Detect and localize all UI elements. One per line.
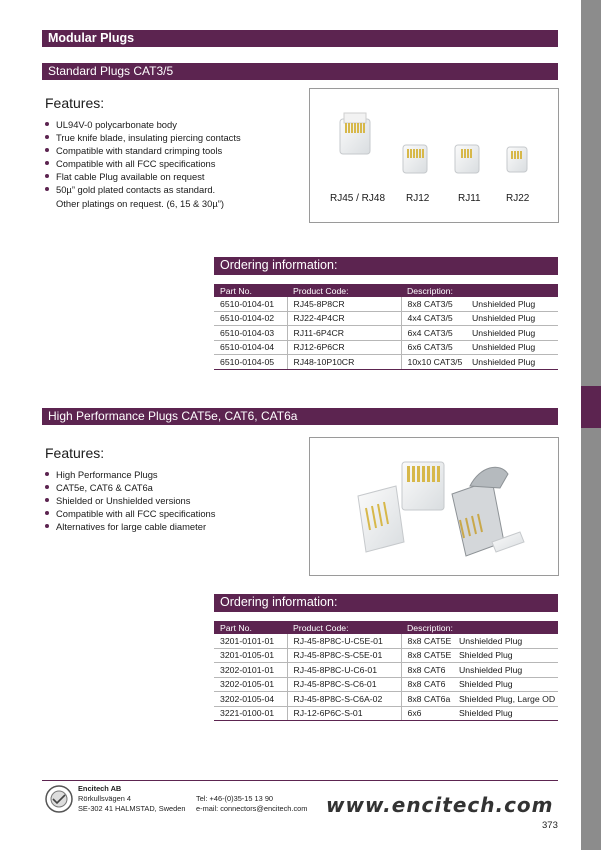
feature-item bbox=[44, 170, 304, 183]
cell-plug-type: Unshielded Plug bbox=[453, 634, 558, 648]
cell-plug-type: Unshielded Plug bbox=[466, 297, 558, 311]
side-section-tab bbox=[581, 386, 601, 428]
col-description: Description: bbox=[401, 621, 558, 634]
table-row bbox=[214, 677, 558, 692]
cell-product-code: RJ-12-6P6C-S-01 bbox=[287, 706, 401, 721]
features-title-standard: Features: bbox=[45, 95, 105, 111]
bullet-icon bbox=[45, 148, 49, 152]
feature-item bbox=[44, 494, 304, 507]
feature-text: Other platings on request. (6, 15 & 30µ”) bbox=[56, 197, 224, 209]
ordering-table-high-performance bbox=[214, 621, 558, 721]
feature-text: Compatible with standard crimping tools bbox=[56, 145, 223, 157]
cell-description: 8x8 CAT6 bbox=[401, 663, 453, 678]
features-title-high-performance: Features: bbox=[45, 445, 105, 461]
footer-address bbox=[78, 784, 186, 814]
image-label-rj22: RJ22 bbox=[506, 193, 530, 204]
cell-plug-type: Unshielded Plug bbox=[466, 340, 558, 355]
ordering-table-standard bbox=[214, 284, 558, 370]
bullet-icon bbox=[45, 485, 49, 489]
table-row bbox=[214, 355, 558, 370]
cell-part-no: 3221-0100-01 bbox=[214, 706, 287, 721]
col-product-code: Product Code: bbox=[287, 284, 401, 297]
certification-seal-icon bbox=[44, 784, 74, 814]
cat6-plug-top-icon bbox=[402, 462, 444, 510]
footer-contact bbox=[196, 794, 307, 814]
page-title: Modular Plugs bbox=[42, 30, 558, 47]
page-number: 373 bbox=[542, 820, 558, 831]
bullet-icon bbox=[45, 161, 49, 165]
feature-text: High Performance Plugs bbox=[56, 469, 158, 480]
feature-text: 50µ” gold plated contacts as standard. bbox=[56, 184, 216, 196]
features-list-standard bbox=[44, 118, 304, 210]
rj12-plug-icon bbox=[403, 145, 427, 173]
section-heading-high-performance: High Performance Plugs CAT5e, CAT6, CAT6a bbox=[42, 408, 558, 425]
cell-description: 6x6 CAT3/5 bbox=[401, 340, 466, 355]
cell-part-no: 6510-0104-03 bbox=[214, 326, 287, 341]
bullet-icon bbox=[45, 498, 49, 502]
feature-text: Flat cable Plug available on request bbox=[56, 171, 205, 183]
footer-divider bbox=[42, 780, 558, 781]
cell-part-no: 3202-0105-01 bbox=[214, 677, 287, 692]
cell-part-no: 6510-0104-04 bbox=[214, 340, 287, 355]
cell-description: 8x8 CAT6a bbox=[401, 692, 453, 707]
feature-item bbox=[44, 157, 304, 170]
footer-street: Rörkullsvägen 4 bbox=[78, 794, 131, 803]
cell-part-no: 3202-0101-01 bbox=[214, 663, 287, 678]
cell-plug-type: Shielded Plug, Large OD bbox=[453, 692, 558, 707]
feature-text: Alternatives for large cable diameter bbox=[56, 521, 207, 533]
high-performance-plugs-image bbox=[309, 437, 559, 576]
website-logo[interactable]: www.encitech.com bbox=[326, 793, 554, 817]
col-part-no: Part No. bbox=[214, 284, 287, 297]
ordering-title-standard: Ordering information: bbox=[214, 257, 558, 275]
hp-plug-illustrations bbox=[310, 438, 558, 575]
image-label-rj12: RJ12 bbox=[406, 193, 430, 204]
cell-plug-type: Unshielded Plug bbox=[466, 311, 558, 326]
bullet-icon bbox=[45, 174, 49, 178]
feature-item bbox=[44, 520, 304, 533]
rj11-plug-icon bbox=[455, 145, 479, 173]
ordering-title-high-performance: Ordering information: bbox=[214, 594, 558, 612]
cell-product-code: RJ11-6P4CR bbox=[287, 326, 401, 341]
feature-text: UL94V-0 polycarbonate body bbox=[56, 119, 177, 130]
feature-text: True knife blade, insulating piercing contacts bbox=[56, 132, 241, 144]
cell-product-code: RJ-45-8P8C-S-C6-01 bbox=[287, 677, 401, 692]
table-row bbox=[214, 634, 558, 648]
cell-part-no: 3202-0105-04 bbox=[214, 692, 287, 707]
image-label-rj11: RJ11 bbox=[458, 193, 481, 204]
cell-description: 10x10 CAT3/5 bbox=[401, 355, 466, 370]
cell-part-no: 3201-0105-01 bbox=[214, 648, 287, 663]
bullet-icon bbox=[45, 187, 49, 191]
cell-plug-type: Shielded Plug bbox=[453, 706, 558, 721]
cell-plug-type: Unshielded Plug bbox=[466, 326, 558, 341]
col-product-code: Product Code: bbox=[287, 621, 401, 634]
cell-plug-type: Unshielded Plug bbox=[453, 663, 558, 678]
cell-part-no: 6510-0104-01 bbox=[214, 297, 287, 311]
cell-product-code: RJ-45-8P8C-S-C5E-01 bbox=[287, 648, 401, 663]
table-row bbox=[214, 706, 558, 721]
cell-description: 8x8 CAT5E bbox=[401, 648, 453, 663]
bullet-icon bbox=[45, 511, 49, 515]
cell-description: 4x4 CAT3/5 bbox=[401, 311, 466, 326]
feature-text: Compatible with all FCC specifications bbox=[56, 158, 216, 170]
cell-product-code: RJ48-10P10CR bbox=[287, 355, 401, 370]
cell-description: 8x8 CAT3/5 bbox=[401, 297, 466, 311]
table-row bbox=[214, 692, 558, 707]
standard-plugs-image bbox=[309, 88, 559, 223]
cell-product-code: RJ45-8P8CR bbox=[287, 297, 401, 311]
bullet-icon bbox=[45, 472, 49, 476]
table-row bbox=[214, 326, 558, 341]
footer-phone: Tel: +46-(0)35-15 13 90 bbox=[196, 794, 274, 803]
bullet-icon bbox=[45, 524, 49, 528]
cell-description: 8x8 CAT5E bbox=[401, 634, 453, 648]
feature-item bbox=[44, 183, 304, 209]
cell-description: 6x4 CAT3/5 bbox=[401, 326, 466, 341]
cat5e-plug-icon bbox=[358, 486, 404, 552]
feature-text: CAT5e, CAT6 & CAT6a bbox=[56, 482, 153, 494]
cell-part-no: 3201-0101-01 bbox=[214, 634, 287, 648]
features-list-high-performance bbox=[44, 468, 304, 533]
rj22-plug-icon bbox=[507, 147, 527, 172]
cell-plug-type: Unshielded Plug bbox=[466, 355, 558, 370]
feature-text: Compatible with all FCC specifications bbox=[56, 508, 216, 520]
cell-product-code: RJ-45-8P8C-S-C6A-02 bbox=[287, 692, 401, 707]
cell-part-no: 6510-0104-05 bbox=[214, 355, 287, 370]
table-row bbox=[214, 663, 558, 678]
cell-product-code: RJ22-4P4CR bbox=[287, 311, 401, 326]
cell-part-no: 6510-0104-02 bbox=[214, 311, 287, 326]
bullet-icon bbox=[45, 122, 49, 126]
col-description: Description: bbox=[401, 284, 558, 297]
table-row bbox=[214, 648, 558, 663]
table-row bbox=[214, 340, 558, 355]
cell-product-code: RJ12-6P6CR bbox=[287, 340, 401, 355]
feature-item bbox=[44, 144, 304, 157]
footer-email: e-mail: connectors@encitech.com bbox=[196, 804, 308, 813]
bullet-icon bbox=[45, 135, 49, 139]
table-row bbox=[214, 297, 558, 311]
cell-plug-type: Shielded Plug bbox=[453, 648, 558, 663]
feature-item bbox=[44, 118, 304, 131]
col-part-no: Part No. bbox=[214, 621, 287, 634]
feature-text: Shielded or Unshielded versions bbox=[56, 495, 191, 507]
rj45-plug-icon bbox=[340, 113, 370, 154]
cell-description: 8x8 CAT6 bbox=[401, 677, 453, 692]
feature-item bbox=[44, 131, 304, 144]
cell-plug-type: Shielded Plug bbox=[453, 677, 558, 692]
cell-product-code: RJ-45-8P8C-U-C5E-01 bbox=[287, 634, 401, 648]
cell-description: 6x6 bbox=[401, 706, 453, 721]
feature-item bbox=[44, 481, 304, 494]
cell-product-code: RJ-45-8P8C-U-C6-01 bbox=[287, 663, 401, 678]
feature-item bbox=[44, 507, 304, 520]
section-heading-standard: Standard Plugs CAT3/5 bbox=[42, 63, 558, 80]
footer-company: Encitech AB bbox=[78, 784, 122, 793]
image-label-rj45: RJ45 / RJ48 bbox=[330, 193, 386, 204]
footer-city: SE-302 41 HALMSTAD, Sweden bbox=[78, 804, 186, 813]
feature-item bbox=[44, 468, 304, 481]
table-row bbox=[214, 311, 558, 326]
